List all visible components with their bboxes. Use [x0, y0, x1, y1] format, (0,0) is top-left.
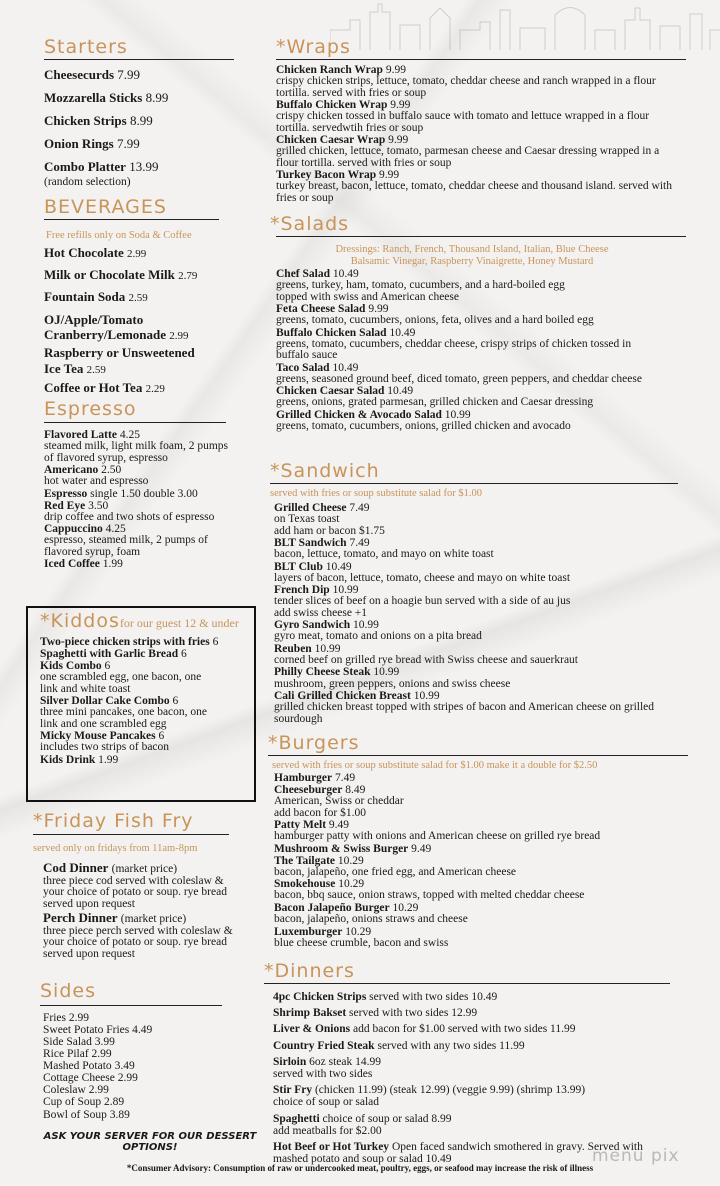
menu-item	[44, 488, 244, 500]
beverages-rule	[44, 219, 219, 220]
item-name: Kids Combo	[40, 660, 102, 673]
menu-item	[44, 345, 244, 361]
item-desc: three piece perch served with coleslaw & your choice of potato or soup. rye bread served upon request	[43, 924, 233, 960]
kiddos-section	[26, 606, 256, 802]
salads-section	[270, 215, 690, 433]
item-price: (market price)	[111, 863, 178, 876]
item-price: 2.59	[86, 364, 106, 376]
item-desc: tender slices of beef on a hoagie bun served with a side of au jus add swiss cheese +1	[274, 595, 571, 619]
menu-item	[44, 361, 244, 377]
item-price: 9.99	[390, 99, 411, 112]
item-name: Two-piece chicken strips with fries	[40, 636, 210, 648]
menu-item	[40, 636, 240, 648]
item-name: BLT Club	[274, 560, 323, 573]
item-name: Chicken Caesar Wrap	[276, 134, 386, 147]
item-name: The Tailgate	[274, 854, 336, 867]
item-price: 2.50	[101, 464, 122, 477]
salads-heading: *Salads	[270, 213, 350, 235]
item-price: 3.49	[114, 1060, 135, 1073]
item-name: Sirloin	[273, 1055, 307, 1068]
item-name: Perch Dinner	[43, 910, 118, 926]
menu-item	[44, 500, 244, 512]
item-price: 10.99	[413, 690, 440, 702]
item-desc: greens, seasoned ground beef, diced tomato, green peppers, and cheddar cheese	[276, 372, 642, 385]
item-desc: corned beef on grilled rye bread with Swiss cheese and sauerkraut	[274, 653, 578, 666]
item-desc: greens, onions, grated parmesan, grilled chicken and Caesar dressing	[276, 396, 594, 409]
item-desc: one scrambled egg, one bacon, one link and white toast	[40, 671, 202, 695]
fish-fry-heading: *Friday Fish Fry	[33, 810, 194, 832]
item-name: Cheeseburger	[274, 784, 343, 797]
item-price: 10.49	[332, 361, 359, 374]
beverages-section	[44, 198, 244, 396]
item-desc: greens, tomato, cucumbers, cheddar cheese, crispy strips of chicken tossed in buffalo sauce	[276, 337, 632, 362]
item-name: Philly Cheese Steak	[274, 666, 371, 679]
item-name: Gyro Sandwich	[274, 619, 351, 632]
item-price: 7.99	[117, 67, 141, 82]
item-name: Cheesecurds	[44, 67, 115, 82]
item-price: 10.99	[332, 584, 359, 597]
item-desc: bacon, lettuce, tomato, and mayo on white toast	[274, 548, 494, 561]
item-desc: (random selection)	[44, 176, 131, 188]
item-desc: crispy chicken strips, lettuce, tomato, cheddar cheese and ranch wrapped in a flour tortilla. served with fries or soup	[276, 75, 656, 99]
item-price: 10.99	[353, 619, 379, 632]
item-name: Hot Chocolate	[44, 245, 124, 261]
item-name: Iced Coffee	[44, 558, 100, 571]
consumer-advisory: *Consumer Advisory: Consumption of raw or undercooked meat, poultry, eggs, or seafood may increase the risk of illness	[126, 1163, 594, 1173]
item-desc: includes two strips of bacon	[40, 741, 170, 754]
beverages-heading: BEVERAGES	[44, 196, 167, 218]
fish-fry-section	[33, 812, 253, 960]
item-detail: 6oz steak 14.99	[309, 1055, 381, 1068]
item-name: Chicken Caesar Salad	[276, 385, 385, 398]
item-name: Silver Dollar Cake Combo	[40, 695, 170, 708]
item-price: 2.89	[104, 1096, 125, 1109]
menu-item	[44, 245, 244, 261]
item-price: 2.99	[68, 1012, 89, 1024]
wraps-rule	[276, 59, 686, 60]
menu-item	[44, 558, 244, 570]
item-price: 9.99	[379, 169, 400, 182]
item-price: 10.49	[387, 385, 414, 398]
item-name: Rice Pilaf	[43, 1048, 89, 1061]
item-detail: choice of soup or salad 8.99	[322, 1112, 452, 1125]
menu-item	[274, 561, 684, 573]
item-name: Milk or Chocolate Milk	[44, 267, 175, 283]
item-price: 8.99	[129, 113, 153, 128]
item-name: OJ/Apple/Tomato	[44, 311, 144, 327]
menu-item	[273, 1113, 693, 1125]
item-price: 2.99	[127, 248, 147, 261]
item-price: 3.50	[88, 499, 109, 512]
menu-item	[43, 911, 233, 926]
item-name: Ice Tea	[44, 361, 84, 376]
sandwich-heading: *Sandwich	[270, 460, 380, 482]
item-name: Smokehouse	[274, 878, 336, 891]
menu-item	[273, 1084, 693, 1096]
item-desc: hamburger patty with onions and American cheese on grilled rye bread	[274, 830, 601, 843]
item-name: Country Fried Steak	[273, 1039, 375, 1052]
menu-item	[43, 1036, 250, 1048]
kiddos-heading: *Kiddos	[40, 610, 120, 632]
item-desc: greens, tomato, cucumbers, onions, grilled chicken and avocado	[276, 420, 571, 432]
item-name: Spaghetti with Garlic Bread	[40, 648, 179, 661]
item-price: 10.29	[392, 901, 419, 914]
menu-item	[273, 1007, 693, 1019]
item-name: Cottage Cheese	[43, 1072, 115, 1085]
item-price: 10.99	[444, 408, 471, 421]
menu-item	[44, 312, 244, 328]
item-name: Turkey Bacon Wrap	[276, 169, 377, 182]
espresso-rule	[44, 422, 226, 423]
item-name: Cranberry/Lemonade	[44, 327, 167, 343]
dinners-rule	[264, 983, 670, 984]
item-price: 3.99	[94, 1036, 115, 1049]
menu-item	[44, 90, 244, 106]
dessert-note: ASK YOUR SERVER FOR OUR DESSERT OPTIONS!	[43, 1131, 257, 1153]
item-price: 2.99	[169, 330, 189, 343]
fish-fry-note: served only on fridays from 11am-8pm	[33, 843, 198, 854]
item-name: Patty Melt	[274, 819, 327, 832]
item-desc: add meatballs for $2.00	[273, 1124, 382, 1137]
item-name: Buffalo Chicken Wrap	[276, 99, 388, 112]
item-price: 7.49	[335, 772, 356, 785]
item-desc: greens, turkey, ham, tomato, cucumbers, and a hard-boiled egg topped with swiss and American cheese	[276, 279, 565, 303]
item-desc: layers of bacon, lettuce, tomato, cheese and mayo on white toast	[274, 571, 571, 584]
item-price: 4.25	[119, 429, 140, 441]
sandwich-section	[270, 462, 690, 725]
item-name: Cappuccino	[44, 523, 103, 536]
burgers-note: served with fries or soup substitute salad for $1.00 make it a double for $2.50	[272, 760, 598, 771]
item-price: 10.99	[314, 642, 341, 655]
item-name: Hamburger	[274, 772, 333, 785]
sandwich-note: served with fries or soup substitute salad for $1.00	[270, 488, 483, 499]
item-name: Cup of Soup	[43, 1096, 102, 1109]
menu-item	[274, 843, 684, 855]
item-price: 2.99	[88, 1084, 109, 1097]
menu-item	[44, 327, 244, 343]
item-desc: three mini pancakes, one bacon, one link and one scrambled egg	[40, 706, 208, 730]
item-name: Red Eye	[44, 499, 86, 512]
menu-item	[274, 666, 684, 678]
item-price: 13.99	[129, 159, 159, 174]
menu-item	[40, 754, 240, 766]
item-name: Hot Beef or Hot Turkey	[273, 1140, 390, 1153]
beverages-note: Free refills only on Soda & Coffee	[46, 230, 192, 241]
item-desc: greens, tomato, cucumbers, onions, feta, olives and a hard boiled egg	[276, 314, 594, 327]
item-name: Onion Rings	[44, 136, 114, 151]
item-price: 9.49	[328, 819, 350, 832]
item-price: 4.49	[132, 1024, 153, 1037]
item-name: Flavored Latte	[44, 429, 117, 441]
item-name: Stir Fry	[273, 1084, 313, 1097]
menu-item	[43, 1012, 250, 1024]
menu-item	[43, 1048, 250, 1060]
item-name: Combo Platter	[44, 159, 126, 174]
item-price: 9.99	[368, 303, 389, 316]
menu-item	[273, 1040, 693, 1052]
item-desc: three piece cod served with coleslaw & your choice of potato or soup. rye bread served upon request	[43, 874, 227, 910]
item-price: 2.59	[128, 292, 148, 305]
item-name: Shrimp Bakset	[273, 1007, 347, 1020]
item-name: Micky Mouse Pancakes	[40, 730, 156, 743]
item-name: Mashed Potato	[43, 1060, 112, 1073]
menu-item	[44, 289, 244, 305]
item-desc: mushroom, green peppers, onions and swiss cheese	[274, 677, 511, 690]
item-price: 6	[104, 660, 111, 673]
item-desc: steamed milk, light milk foam, 2 pumps of flavored syrup, espresso	[44, 440, 228, 464]
item-name: Americano	[44, 464, 99, 477]
item-name: Chef Salad	[276, 268, 330, 281]
item-price: 6	[158, 730, 165, 743]
item-price: 9.49	[411, 842, 432, 855]
item-name: Coffee or Hot Tea	[44, 380, 143, 396]
item-price: 9.99	[385, 64, 406, 76]
menu-item	[44, 136, 244, 152]
item-name: Grilled Chicken & Avocado Salad	[276, 408, 442, 421]
item-desc: gyro meat, tomato and onions on a pita bread	[274, 630, 482, 643]
sides-heading: Sides	[40, 980, 96, 1002]
item-price: 6	[180, 648, 187, 661]
item-price: 2.99	[91, 1048, 112, 1061]
item-name: Grilled Cheese	[274, 502, 347, 515]
fish-fry-rule	[33, 834, 229, 835]
item-price: 7.99	[116, 136, 140, 151]
item-name: BLT Sandwich	[274, 537, 347, 550]
item-price: 10.49	[325, 560, 352, 573]
item-desc: on Texas toast add ham or bacon $1.75	[274, 513, 385, 537]
menu-item	[44, 159, 244, 175]
burgers-heading: *Burgers	[268, 732, 360, 754]
item-price: 10.29	[337, 854, 364, 867]
item-price: 6	[212, 636, 219, 648]
menu-item	[44, 380, 244, 396]
dinners-section	[264, 962, 694, 1165]
item-price: 10.99	[373, 666, 400, 679]
item-price: 10.29	[338, 878, 365, 891]
espresso-section	[44, 400, 244, 570]
starters-section	[44, 38, 244, 188]
item-price: 10.49	[389, 326, 416, 339]
menu-item	[276, 327, 676, 339]
starters-rule	[44, 59, 234, 60]
menu-item	[40, 648, 240, 660]
item-desc: grilled chicken, lettuce, tomato, parmesan cheese and Caesar dressing wrapped in a flour tortilla. served with fries or soup	[276, 145, 660, 169]
wraps-heading: *Wraps	[276, 36, 351, 58]
menu-item	[43, 1096, 250, 1108]
item-desc: blue cheese crumble, bacon and swiss	[274, 936, 449, 949]
item-name: Chicken Ranch Wrap	[276, 64, 383, 76]
salads-rule	[276, 236, 686, 237]
item-name: Bowl of Soup	[43, 1108, 107, 1121]
item-desc: drip coffee and two shots of espresso	[44, 510, 215, 523]
item-price: 4.25	[105, 523, 126, 536]
item-desc: bacon, bbq sauce, onion straws, topped with melted cheddar cheese	[274, 889, 585, 902]
menu-item	[43, 1072, 250, 1084]
salads-dressings-note: Dressings: Ranch, French, Thousand Island, Italian, Blue Cheese Balsamic Vinegar, Raspberry Vinaigrette, Honey Mustard	[335, 244, 609, 268]
item-name: Spaghetti	[273, 1112, 320, 1125]
item-name: French Dip	[274, 584, 330, 597]
item-name: Reuben	[274, 642, 312, 655]
item-name: Liver & Onions	[273, 1023, 351, 1036]
item-name: Feta Cheese Salad	[276, 303, 366, 316]
item-desc: hot water and espresso	[44, 475, 149, 488]
item-detail: add bacon for $1.00 served with two sides 11.99	[352, 1023, 576, 1036]
item-detail: served with two sides 12.99	[349, 1007, 478, 1020]
item-name: Side Salad	[43, 1036, 92, 1049]
menu-item	[44, 267, 244, 283]
item-name: Mushroom & Swiss Burger	[274, 842, 409, 855]
item-price: 8.49	[345, 784, 366, 797]
menupix-watermark: menu pix	[592, 1146, 680, 1166]
item-desc: served with two sides	[273, 1067, 373, 1080]
item-price: 2.29	[145, 383, 165, 396]
item-name: Cod Dinner	[43, 860, 109, 876]
item-desc: bacon, jalapeño, one fried egg, and American cheese	[274, 865, 517, 878]
item-price: 2.99	[117, 1072, 138, 1085]
item-name: 4pc Chicken Strips	[273, 991, 367, 1003]
menu-item	[273, 1023, 693, 1035]
item-price: 3.89	[109, 1108, 130, 1121]
menu-item	[43, 1109, 250, 1121]
item-price: 9.99	[388, 134, 409, 147]
item-name: Raspberry or Unsweetened	[44, 345, 195, 361]
kiddos-subtitle: for our guest 12 & under	[119, 616, 239, 630]
menu-item	[43, 1084, 250, 1096]
item-price: 10.29	[345, 925, 372, 938]
menu-item	[274, 772, 684, 784]
item-price: (market price)	[120, 913, 187, 926]
menu-item	[43, 1024, 250, 1036]
item-detail: Open faced sandwich smothered in gravy. Served with	[391, 1140, 643, 1153]
item-price: 6	[172, 695, 179, 708]
item-name: Fries	[43, 1012, 66, 1024]
menu-item	[43, 861, 233, 876]
item-name: Sweet Potato Fries	[43, 1024, 130, 1037]
item-name: Fountain Soda	[44, 289, 126, 305]
item-detail: served with two sides 10.49	[369, 991, 498, 1003]
item-desc: crispy chicken tossed in buffalo sauce with tomato and lettuce wrapped in a flour tortilla. servedwtih fries or soup	[276, 110, 650, 134]
menu-item	[274, 926, 684, 938]
item-name: Kids Drink	[40, 753, 96, 766]
menu-item	[273, 991, 693, 1003]
menu-item	[44, 113, 244, 129]
item-name: Buffalo Chicken Salad	[276, 326, 387, 339]
item-desc: turkey breast, bacon, lettuce, tomato, cheddar cheese and thousand island. served with fries or soup	[276, 180, 672, 204]
starters-heading: Starters	[44, 36, 128, 58]
item-name: Luxemburger	[274, 925, 343, 938]
item-price: single 1.50 double 3.00	[90, 487, 198, 500]
sides-section	[40, 982, 250, 1121]
item-desc: espresso, steamed milk, 2 pumps of flavored syrup, foam	[44, 534, 208, 558]
item-price: 1.99	[98, 753, 119, 766]
item-detail: served with any two sides 11.99	[377, 1039, 525, 1052]
item-name: Cali Grilled Chicken Breast	[274, 690, 411, 702]
menu-item	[273, 1056, 693, 1068]
sandwich-rule	[270, 483, 678, 484]
item-name: Coleslaw	[43, 1084, 86, 1097]
sides-rule	[40, 1005, 222, 1006]
item-desc: bacon, jalapeño, onions straws and cheese	[274, 913, 468, 925]
item-name: Mozzarella Sticks	[44, 90, 143, 105]
item-name: Taco Salad	[276, 361, 330, 374]
wraps-section	[276, 38, 686, 204]
item-desc: American, Swiss or cheddar add bacon for $1.00	[274, 795, 404, 819]
item-name: Espresso	[44, 487, 88, 500]
item-desc: mashed potato and soup or salad 10.49	[273, 1153, 452, 1166]
item-name: Chicken Strips	[44, 113, 127, 128]
item-detail: (chicken 11.99) (steak 12.99) (veggie 9.99) (shrimp 13.99)	[314, 1084, 586, 1097]
item-price: 8.99	[145, 90, 169, 105]
item-price: 7.49	[349, 502, 370, 515]
burgers-section	[268, 734, 688, 949]
item-price: 7.49	[349, 537, 370, 550]
espresso-heading: Espresso	[44, 398, 137, 420]
menu-item	[43, 1060, 250, 1072]
item-desc: grilled chicken breast topped with stripes of bacon and American cheese on grilled sourdough	[274, 701, 655, 725]
item-price: 1.99	[102, 558, 123, 571]
item-desc: choice of soup or salad	[273, 1096, 380, 1109]
item-name: Bacon Jalapeño Burger	[274, 901, 390, 914]
menu-item	[44, 67, 244, 83]
item-price: 2.79	[178, 270, 198, 283]
item-price: 10.49	[332, 268, 359, 281]
burgers-rule	[268, 755, 688, 756]
dinners-heading: *Dinners	[264, 960, 355, 982]
